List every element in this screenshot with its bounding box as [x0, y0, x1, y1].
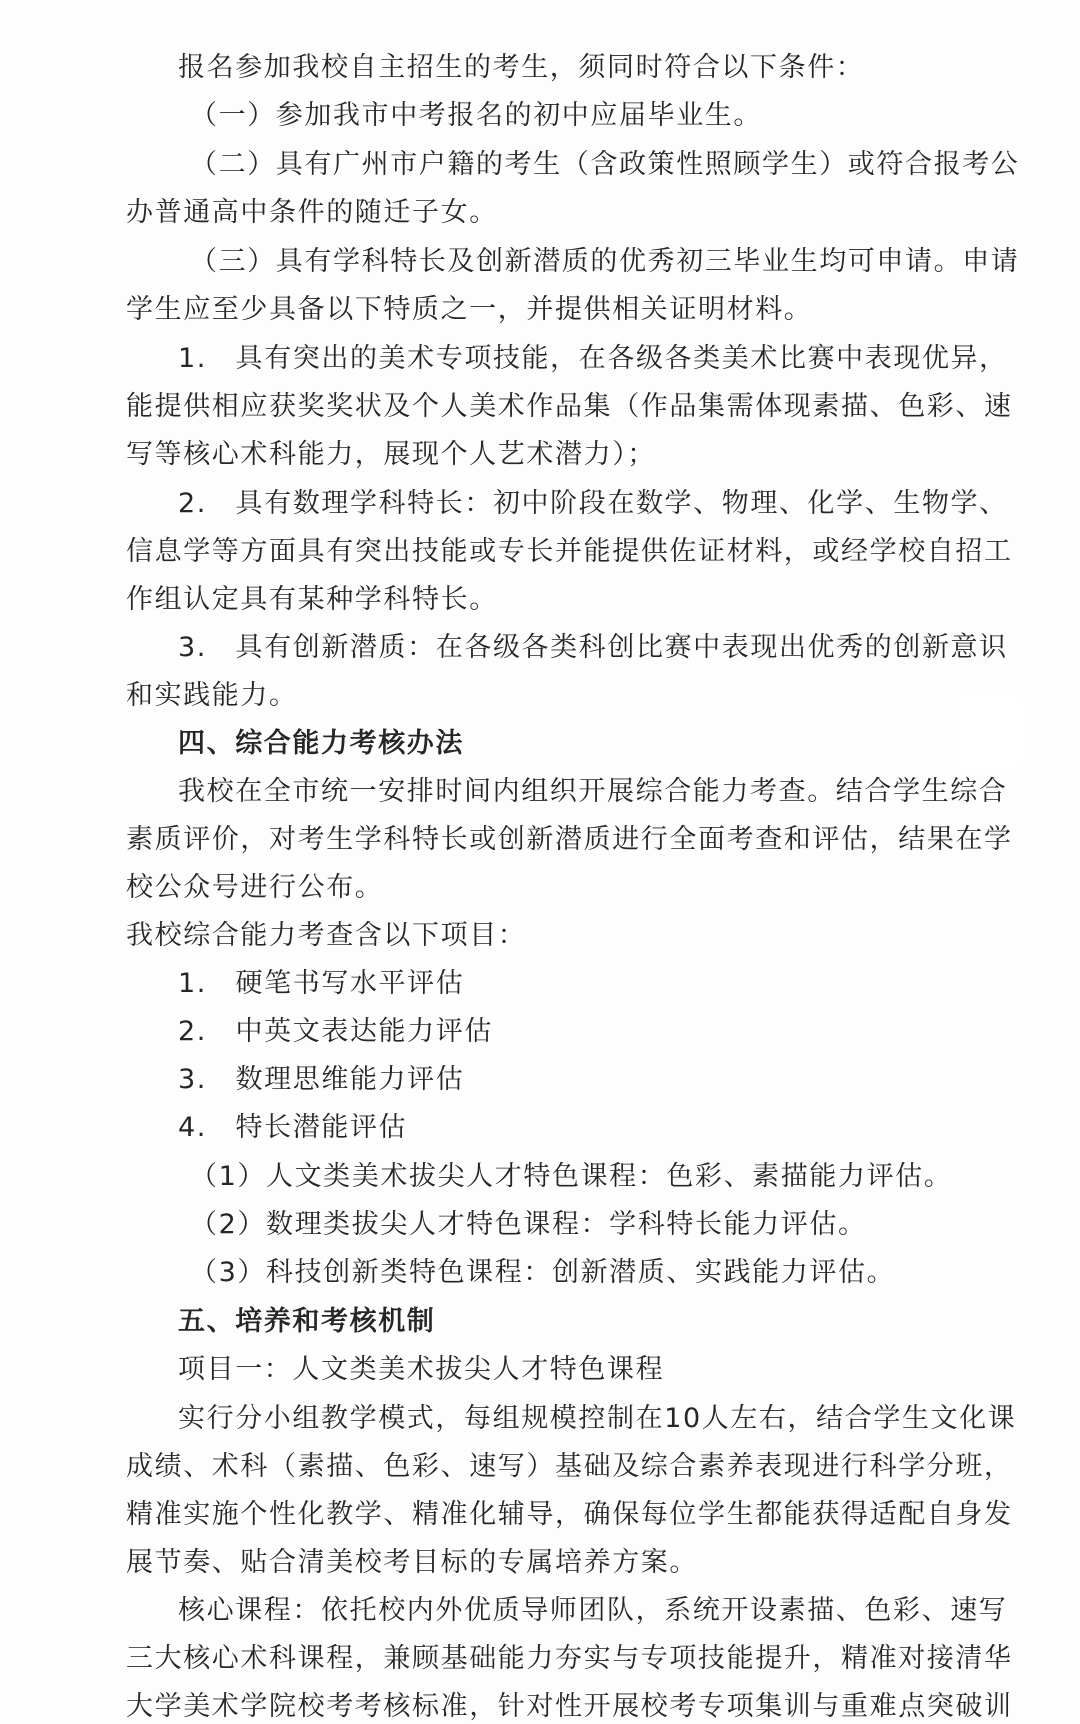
trait-3-line-2: 和实践能力。 — [126, 680, 298, 711]
photo-glare — [955, 690, 1025, 770]
section-5-heading: 五、培养和考核机制 — [178, 1306, 436, 1337]
project-1-para-line-1: 实行分小组教学模式，每组规模控制在10人左右，结合学生文化课 — [178, 1403, 1017, 1434]
assessment-intro: 我校综合能力考查含以下项目： — [126, 920, 527, 951]
assessment-subitem-3: （3）科技创新类特色课程：创新潜质、实践能力评估。 — [190, 1257, 896, 1288]
assessment-item-2: 2. 中英文表达能力评估 — [178, 1016, 493, 1047]
trait-3-line-1: 3. 具有创新潜质：在各级各类科创比赛中表现出优秀的创新意识 — [178, 632, 1008, 663]
assessment-item-1: 1. 硬笔书写水平评估 — [178, 968, 465, 999]
intro-line: 报名参加我校自主招生的考生，须同时符合以下条件： — [178, 52, 865, 83]
assessment-item-4: 4. 特长潜能评估 — [178, 1112, 408, 1143]
core-course-line-1: 核心课程：依托校内外优质导师团队，系统开设素描、色彩、速写 — [178, 1595, 1008, 1626]
section-4-para-line-2: 素质评价，对考生学科特长或创新潜质进行全面考查和评估，结果在学 — [126, 824, 1013, 855]
condition-2-line-1: （二）具有广州市户籍的考生（含政策性照顾学生）或符合报考公 — [190, 149, 1020, 180]
trait-2-line-2: 信息学等方面具有突出技能或专长并能提供佐证材料，或经学校自招工 — [126, 536, 1013, 567]
condition-1: （一）参加我市中考报名的初中应届毕业生。 — [190, 100, 762, 131]
section-4-heading: 四、综合能力考核办法 — [178, 728, 464, 759]
section-4-para-line-1: 我校在全市统一安排时间内组织开展综合能力考查。结合学生综合 — [178, 776, 1008, 807]
assessment-item-3: 3. 数理思维能力评估 — [178, 1064, 465, 1095]
condition-2-line-2: 办普通高中条件的随迁子女。 — [126, 197, 498, 228]
trait-2-line-3: 作组认定具有某种学科特长。 — [126, 584, 498, 615]
condition-3-line-1: （三）具有学科特长及创新潜质的优秀初三毕业生均可申请。申请 — [190, 246, 1020, 277]
project-1-para-line-4: 展节奏、贴合清美校考目标的专属培养方案。 — [126, 1547, 698, 1578]
core-course-line-2: 三大核心术科课程，兼顾基础能力夯实与专项技能提升，精准对接清华 — [126, 1643, 1013, 1674]
project-1-para-line-2: 成绩、术科（素描、色彩、速写）基础及综合素养表现进行科学分班， — [126, 1451, 1013, 1482]
project-1-title: 项目一：人文类美术拔尖人才特色课程 — [178, 1354, 665, 1385]
trait-1-line-3: 写等核心术科能力，展现个人艺术潜力）； — [126, 439, 656, 470]
trait-1-line-2: 能提供相应获奖奖状及个人美术作品集（作品集需体现素描、色彩、速 — [126, 391, 1013, 422]
condition-3-line-2: 学生应至少具备以下特质之一，并提供相关证明材料。 — [126, 294, 813, 325]
core-course-line-3: 大学美术学院校考考核标准，针对性开展校考专项集训与重难点突破训 — [126, 1691, 1013, 1722]
assessment-subitem-2: （2）数理类拔尖人才特色课程：学科特长能力评估。 — [190, 1209, 867, 1240]
trait-1-line-1: 1. 具有突出的美术专项技能，在各级各类美术比赛中表现优异， — [178, 343, 1008, 374]
section-4-para-line-3: 校公众号进行公布。 — [126, 872, 384, 903]
assessment-subitem-1: （1）人文类美术拔尖人才特色课程：色彩、素描能力评估。 — [190, 1161, 953, 1192]
project-1-para-line-3: 精准实施个性化教学、精准化辅导，确保每位学生都能获得适配自身发 — [126, 1499, 1013, 1530]
trait-2-line-1: 2. 具有数理学科特长：初中阶段在数学、物理、化学、生物学、 — [178, 488, 1008, 519]
